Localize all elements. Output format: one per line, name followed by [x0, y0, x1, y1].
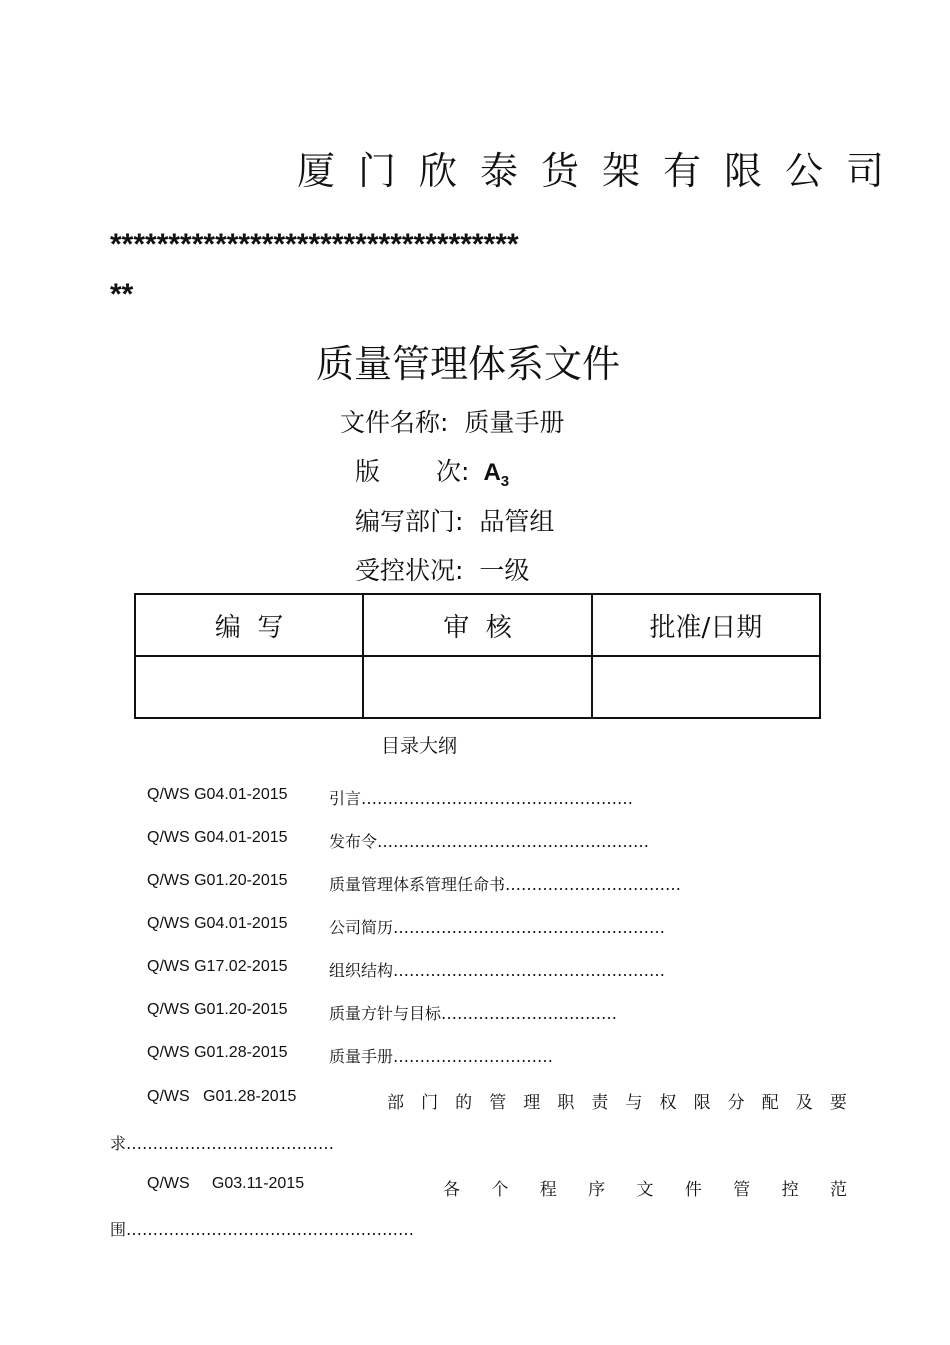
dept-label: 编写部门: — [355, 507, 464, 536]
toc-char: 的 — [455, 1093, 473, 1113]
signature-table — [134, 593, 821, 719]
separator-line-1: *********************************** — [110, 228, 519, 261]
toc-item-spaced-text — [387, 1088, 847, 1113]
toc-char: 部 — [387, 1093, 404, 1113]
toc-char: 限 — [693, 1093, 711, 1113]
toc-item-long — [0, 1088, 950, 1114]
toc-item-text: 质量手册………………………… — [329, 1047, 554, 1066]
toc-item-text: 质量方针与目标…………………………… — [329, 1004, 618, 1023]
toc-char: 及 — [795, 1093, 813, 1113]
separator-line-2: ** — [110, 278, 134, 311]
toc-item-code: Q/WS G04.01-2015 — [147, 915, 288, 932]
toc-char: 配 — [761, 1093, 779, 1113]
toc-item-code: Q/WS G04.01-2015 — [147, 786, 288, 803]
toc-item — [0, 786, 950, 812]
toc-char: 门 — [421, 1093, 439, 1113]
meta-file-name — [340, 403, 564, 439]
version-subscript: 3 — [500, 472, 510, 490]
toc-item-spaced-text — [443, 1175, 847, 1200]
toc-item-code: Q/WS G17.02-2015 — [147, 958, 288, 975]
meta-control — [355, 551, 529, 587]
toc-item-long — [0, 1175, 950, 1201]
toc-item-text: 组织结构…………………………………………… — [329, 961, 666, 980]
file-name-label: 文件名称: — [340, 408, 449, 437]
toc-char: 要 — [829, 1093, 847, 1113]
toc-char: 与 — [625, 1093, 643, 1113]
toc-item-text: 引言…………………………………………… — [329, 789, 634, 808]
toc-item-text: 公司简历…………………………………………… — [329, 918, 666, 937]
version-label-b: 次: — [436, 457, 470, 486]
meta-version — [355, 452, 509, 490]
toc-char: 分 — [727, 1093, 745, 1113]
toc-char: 各 — [443, 1180, 460, 1200]
toc-item — [0, 915, 950, 941]
toc-title: 目录大纲 — [381, 735, 458, 757]
header-reviewer: 审 核 — [363, 594, 591, 656]
toc-item-continuation: 围……………………………………………… — [110, 1220, 415, 1239]
toc-item-code: Q/WS G01.20-2015 — [147, 872, 288, 889]
toc-item — [0, 872, 950, 898]
toc-char: 程 — [539, 1180, 557, 1200]
control-label: 受控状况: — [355, 556, 464, 585]
toc-char: 序 — [588, 1180, 606, 1200]
version-label-a: 版 — [355, 457, 381, 486]
header-approval-date: 批准/日期 — [592, 594, 820, 656]
toc-char: 范 — [830, 1180, 847, 1200]
toc-item — [0, 1044, 950, 1070]
cell-writer — [135, 656, 363, 718]
cell-approval-date — [592, 656, 820, 718]
company-name: 厦门欣泰货架有限公司 — [297, 149, 908, 193]
toc-item-code: Q/WS G03.11-2015 — [147, 1175, 305, 1192]
toc-char: 控 — [781, 1180, 799, 1200]
meta-department — [355, 502, 554, 538]
toc-char: 件 — [684, 1180, 702, 1200]
toc-char: 职 — [557, 1093, 575, 1113]
version-value — [483, 459, 510, 490]
toc-char: 文 — [636, 1180, 654, 1200]
toc-item-continuation: 求………………………………… — [110, 1134, 335, 1153]
header-writer: 编 写 — [135, 594, 363, 656]
signature-body-row — [135, 656, 820, 718]
toc-char: 管 — [489, 1093, 507, 1113]
signature-header-row — [135, 594, 820, 656]
toc-item-code: Q/WS G04.01-2015 — [147, 829, 288, 846]
toc-item — [0, 1001, 950, 1027]
toc-item — [0, 829, 950, 855]
toc-char: 理 — [523, 1093, 541, 1113]
toc-char: 责 — [591, 1093, 609, 1113]
cell-reviewer — [363, 656, 591, 718]
toc-item — [0, 958, 950, 984]
toc-item-code: Q/WS G01.28-2015 — [147, 1044, 288, 1061]
toc-item-code: Q/WS G01.20-2015 — [147, 1001, 288, 1018]
toc-item-code: Q/WS G01.28-2015 — [147, 1088, 297, 1105]
dept-value: 品管组 — [479, 507, 555, 536]
toc-item-text: 发布令…………………………………………… — [329, 832, 650, 851]
control-value: 一级 — [479, 556, 530, 585]
document-title: 质量管理体系文件 — [316, 342, 621, 386]
file-name-value: 质量手册 — [464, 408, 565, 437]
version-letter: A — [483, 459, 501, 486]
toc-char: 个 — [491, 1180, 509, 1200]
toc-item-text: 质量管理体系管理任命书…………………………… — [329, 875, 682, 894]
toc-char: 管 — [733, 1180, 751, 1200]
toc-char: 权 — [659, 1093, 677, 1113]
